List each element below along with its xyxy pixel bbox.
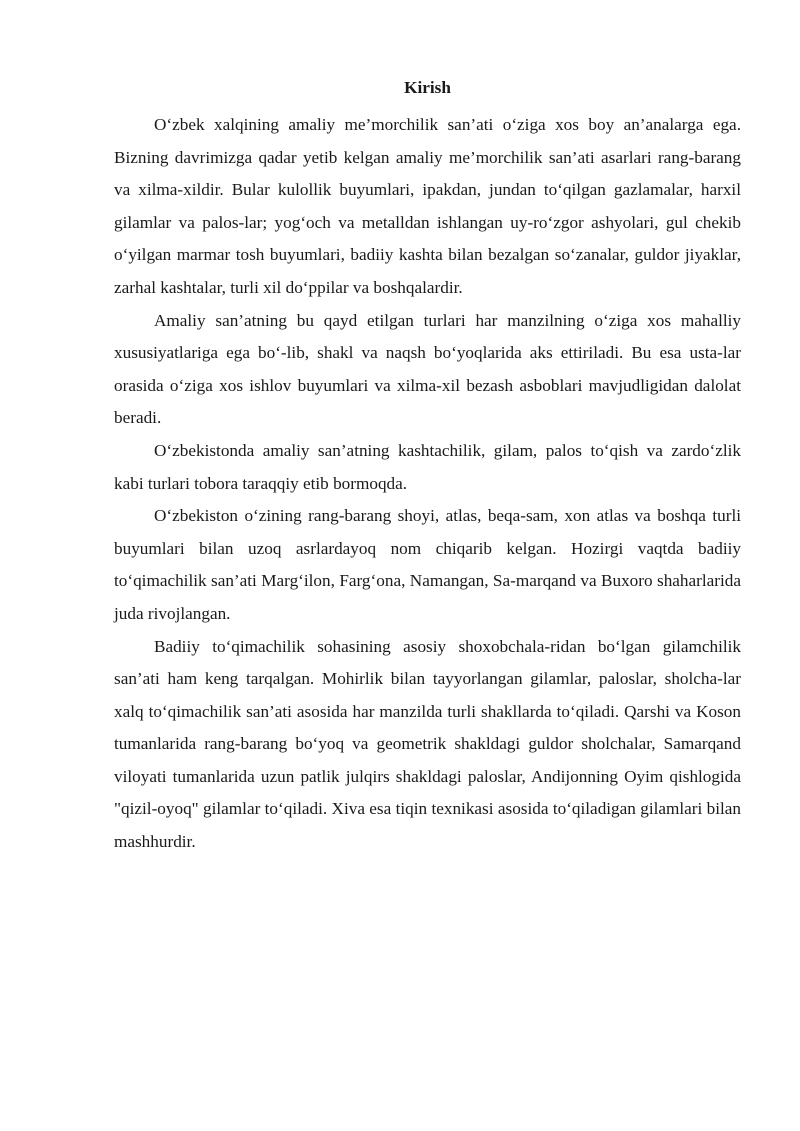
paragraph-3: O‘zbekistonda amaliy san’atning kashtachilik, gilam, palos to‘qish va zardo‘zlik kabi turlari tobora taraqqiy etib bormoqda.: [114, 440, 741, 493]
paragraph-5: Badiiy to‘qimachilik sohasining asosiy shoxobchala-ridan bo‘lgan gilamchilik san’ati ham keng tarqalgan. Mohirlik bilan tayyorlangan gilamlar, paloslar, sholcha-lar xalq to‘qimachilik san’ati asosida har manzilda turli shakllarda to‘qiladi. Qarshi va Koson tumanlarida rang-barang bo‘yoq va geometrik shakldagi guldor sholchalar, Samarqand viloyati tumanlarida uzun patlik julqirs shakldagi paloslar, Andijonning Oyim qishlogida "qizil-oyoq" gilamlar to‘qiladi. Xiva esa tiqin texnikasi asosida to‘qiladigan gilamlari bilan mashhurdir.: [114, 636, 741, 852]
document-body: [114, 77, 741, 859]
paragraph-1: O‘zbek xalqining amaliy me’morchilik san’ati o‘ziga xos boy an’analarga ega. Bizning davrimizga qadar yetib kelgan amaliy me’morchilik san’ati asarlari rang-barang va xilma-xildir. Bular kulollik buyumlari, ipakdan, jundan to‘qilgan gazlamalar, harxil gilamlar va palos-lar; yog‘och va metalldan ishlangan uy-ro‘zgor ashyolari, gul chekib o‘yilgan marmar tosh buyumlari, badiiy kashta bilan bezalgan so‘zanalar, guldor jiyaklar, zarhal kashtalar, turli xil do‘ppilar va boshqalardir.: [114, 115, 741, 297]
page-title: Kirish: [404, 78, 451, 97]
paragraph-2: Amaliy san’atning bu qayd etilgan turlari har manzilning o‘ziga xos mahalliy xususiyatlariga ega bo‘-lib, shakl va naqsh bo‘yoqlarida aks ettiriladi. Bu esa usta-lar orasida o‘ziga xos ishlov buyumlari va xilma-xil bezash asboblari mavjudligidan dalolat beradi.: [114, 310, 741, 428]
paragraph-4: O‘zbekiston o‘zining rang-barang shoyi, atlas, beqa-sam, xon atlas va boshqa turli buyumlari bilan uzoq asrlardayoq nom chiqarib kelgan. Hozirgi vaqtda badiiy to‘qimachilik san’ati Marg‘ilon, Farg‘ona, Namangan, Sa-marqand va Buxoro shaharlarida juda rivojlangan.: [114, 506, 741, 623]
